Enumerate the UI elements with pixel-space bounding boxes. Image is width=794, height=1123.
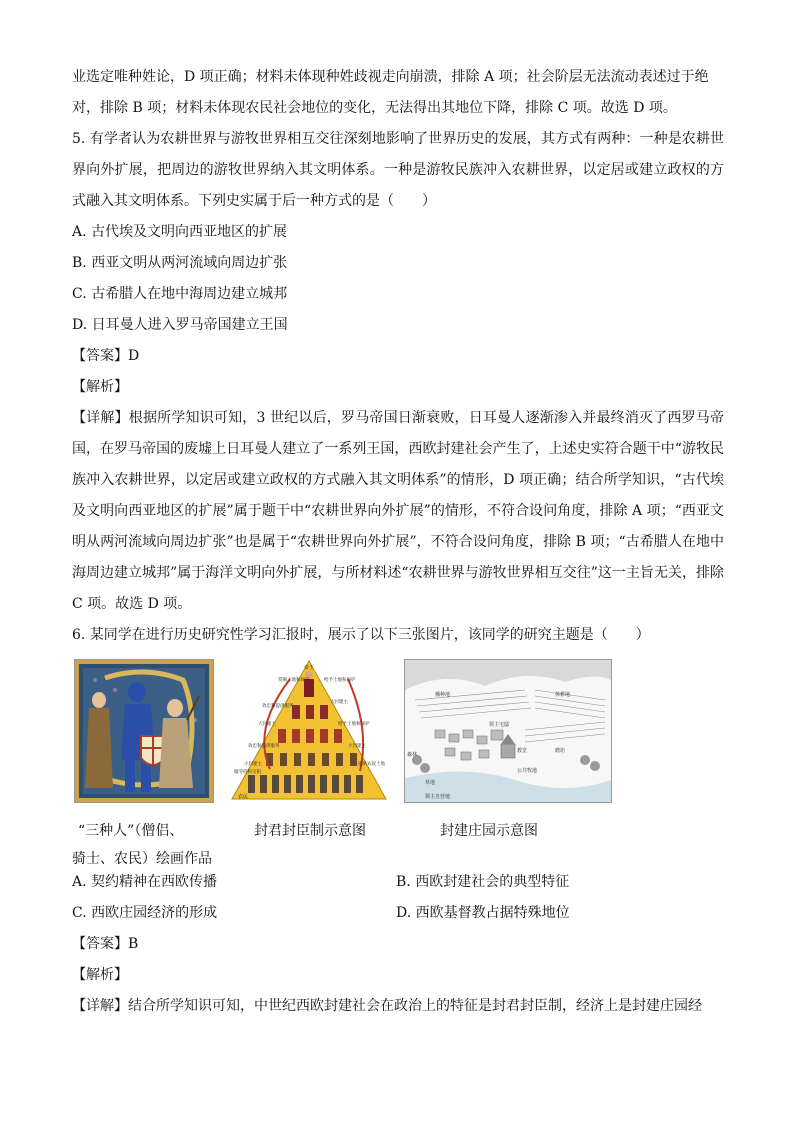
q6-options xyxy=(72,867,724,929)
manor-label-i: 领主自营地 xyxy=(425,794,451,800)
feudal-pyramid-illustration xyxy=(230,659,388,801)
manor-label-a: 播种地 xyxy=(435,692,451,698)
q6-option-c: C. 西欧庄园经济的形成 xyxy=(72,905,218,921)
feudal-pyramid-diagram xyxy=(230,659,388,801)
three-estates-illustration xyxy=(75,660,213,802)
q5-analysis-label: 【解析】 xyxy=(72,379,128,395)
pyramid-label-l6: 服劳役和交租 xyxy=(234,770,261,775)
pyramid-label-r5: 提供农奴土地 xyxy=(358,762,385,767)
q6-answer: 【答案】B xyxy=(72,936,139,952)
prev-analysis-line-1: 业选定唯种姓论，D 项正确；材料未体现种姓歧视走向崩溃，排除 A 项；社会阶层无法流动表述过于绝 xyxy=(72,69,709,85)
q5-option-d: D. 日耳曼人进入罗马帝国建立王国 xyxy=(72,317,288,333)
q5-answer: 【答案】D xyxy=(72,348,140,364)
q6-stem: 6. 某同学在进行历史研究性学习汇报时，展示了以下三张图片，该同学的研究主题是（ ） xyxy=(72,627,650,643)
three-estates-painting xyxy=(74,659,214,803)
manor-label-f: 草地 xyxy=(425,780,436,786)
pyramid-label-l1: 赏赐土地和保护 xyxy=(278,678,310,683)
manor-label-d: 教堂 xyxy=(517,748,528,754)
pyramid-label-r3: 给予土地和保护 xyxy=(338,722,370,727)
q5-option-c: C. 古希腊人在地中海周边建立城邦 xyxy=(72,286,288,302)
pyramid-label-bottom: 农民 xyxy=(238,794,249,800)
q6-option-b: B. 西欧封建社会的典型特征 xyxy=(396,874,570,890)
q6-captions xyxy=(72,811,724,867)
q6-figures xyxy=(72,659,724,809)
caption-manor: 封建庄园示意图 xyxy=(440,823,538,839)
pyramid-label-top: 帝王 xyxy=(303,665,315,671)
pyramid-label-l4: 效忠和提供服务 xyxy=(248,744,280,749)
manor-label-b: 休耕地 xyxy=(555,692,571,698)
caption-three-estates-line-2: 骑士、农民）绘画作品 xyxy=(72,851,212,867)
q5-detail: 【详解】根据所学知识可知，3 世纪以后，罗马帝国日渐衰败，日耳曼人逐渐渗入并最终消灭了西罗马帝国，在罗马帝国的废墟上日耳曼人建立了一系列王国，西欧封建社会产生了，上述史实符合题干中“游牧民族冲入农耕世界，以定居或建立政权的方式融入其文明体系”的情形，D 项正确；结合所学知识，“古代埃及文明向西亚地区的扩展”属于题干中“农耕世界向外扩展”的情形，不符合设问角度，排除 A 项；“西亚文明从两河流域向周边扩张”也是属于“农耕世界向外扩展”，不符合设问角度，排除 B 项；“古希腊人在地中海周边建立城邦”属于海洋文明向外扩展，与所材料述“农耕世界与游牧世界相互交往”这一主旨无关，排除 C 项。故选 D 项。 xyxy=(72,410,724,612)
q6-option-d: D. 西欧基督教占据特殊地位 xyxy=(396,905,570,921)
q6-analysis-label: 【解析】 xyxy=(72,967,128,983)
caption-feudal-pyramid: 封君封臣制示意图 xyxy=(254,823,366,839)
q5-option-a: A. 古代埃及文明向西亚地区的扩展 xyxy=(72,224,288,240)
manor-label-e: 磨坊 xyxy=(555,748,566,754)
manor-label-g: 公共牧地 xyxy=(517,768,538,774)
pyramid-label-l2: 效忠和提供服务 xyxy=(262,704,294,709)
pyramid-label-l5: 小封建主 xyxy=(244,762,262,767)
q6-option-a: A. 契约精神在西欧传播 xyxy=(72,874,218,890)
pyramid-label-r4: 小封建主 xyxy=(348,744,366,749)
caption-three-estates-line-1: “三种人”（僧侣、 xyxy=(78,823,184,839)
q5-option-b: B. 西亚文明从两河流域向周边扩张 xyxy=(72,255,288,271)
q6-detail: 【详解】结合所学知识可知，中世纪西欧封建社会在政治上的特征是封君封臣制，经济上是封建庄园经 xyxy=(72,998,702,1014)
manor-label-c: 领主宅邸 xyxy=(489,722,510,728)
manor-diagram xyxy=(404,659,612,803)
pyramid-label-r2: 大封建主 xyxy=(330,700,348,705)
q5-stem: 5. 有学者认为农耕世界与游牧世界相互交往深刻地影响了世界历史的发展，其方式有两种：一种是农耕世界向外扩展，把周边的游牧世界纳入其文明体系。一种是游牧民族冲入农耕世界，以定居或建立政权的方式融入其文明体系。下列史实属于后一种方式的是（ ） xyxy=(72,131,724,209)
manor-illustration xyxy=(405,660,611,802)
pyramid-label-r1: 给予土地和保护 xyxy=(324,678,356,683)
pyramid-label-l3: 大封建主 xyxy=(258,722,276,727)
caption-three-estates xyxy=(72,817,212,873)
document-page xyxy=(72,62,724,1022)
prev-analysis-line-2: 对，排除 B 项；材料未体现农民社会地位的变化，无法得出其地位下降，排除 C 项。故选 D 项。 xyxy=(72,100,677,116)
manor-label-h: 森林 xyxy=(407,752,418,758)
